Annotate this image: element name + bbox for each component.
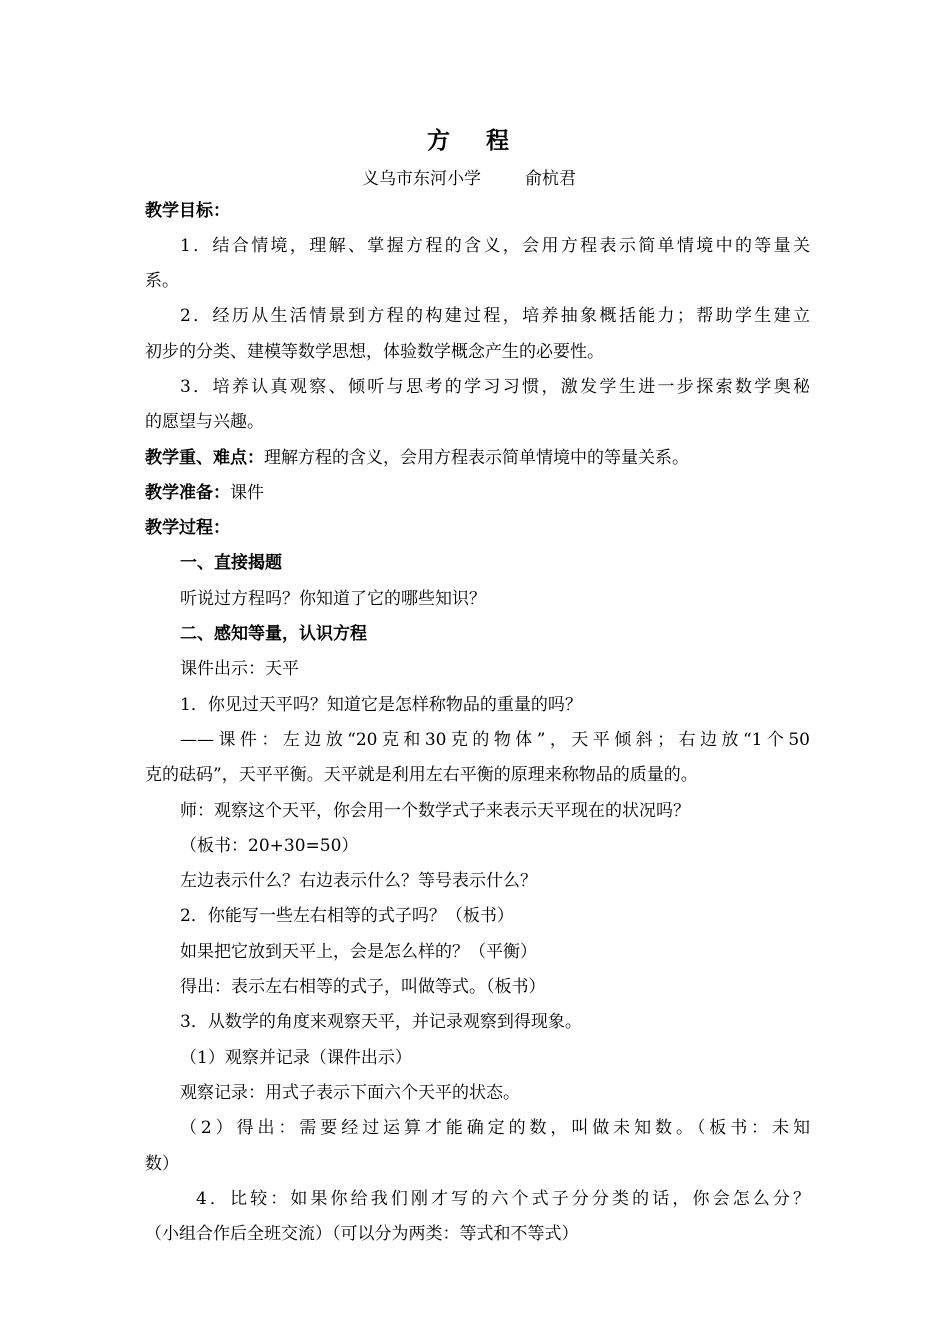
section-2-heading: 二、感知等量，认识方程 — [180, 624, 367, 644]
preparation-label: 教学准备： — [145, 483, 230, 503]
observe-step-2-line-1: （2）得出：需要经过运算才能确定的数，叫做未知数。（板书：未知 — [180, 1118, 810, 1138]
key-points-text: 理解方程的含义，会用方程表示简单情境中的等量关系。 — [264, 448, 689, 468]
objective-1-line-1: 1．结合情境，理解、掌握方程的含义，会用方程表示简单情境中的等量关 — [180, 236, 810, 256]
section-1-question: 听说过方程吗？你知道了它的哪些知识？ — [180, 589, 486, 609]
objectives-heading: 教学目标： — [145, 201, 230, 221]
objective-3-line-2: 的愿望与兴趣。 — [145, 412, 264, 432]
balance-question: 如果把它放到天平上，会是怎么样的？（平衡） — [180, 942, 537, 962]
author-school: 义乌市东河小学 — [362, 169, 481, 189]
section-1-heading: 一、直接揭题 — [180, 553, 282, 573]
observe-step-1: （1）观察并记录（课件出示） — [180, 1048, 412, 1068]
author-name: 俞杭君 — [525, 169, 576, 189]
teacher-question: 师：观察这个天平，你会用一个数学式子来表示天平现在的状况吗？ — [180, 801, 690, 821]
sides-question: 左边表示什么？右边表示什么？等号表示什么？ — [180, 871, 537, 891]
board-note: （板书：20+30=50） — [180, 836, 359, 856]
objective-1-line-2: 系。 — [145, 271, 179, 291]
preparation-text: 课件 — [230, 483, 264, 503]
equation-definition: 得出：表示左右相等的式子，叫做等式。（板书） — [180, 977, 546, 997]
document-title: 方 程 — [426, 128, 523, 154]
question-2: 2．你能写一些左右相等的式子吗？（板书） — [180, 906, 514, 926]
objective-3-line-1: 3．培养认真观察、倾听与思考的学习习惯，激发学生进一步探索数学奥秘 — [180, 377, 810, 397]
objective-2-line-2: 初步的分类、建模等数学思想，体验数学概念产生的必要性。 — [145, 342, 604, 362]
question-4-line-2: （小组合作后全班交流）（可以分为两类：等式和不等式） — [145, 1224, 579, 1244]
courseware-line-1: ——课件：左边放“20克和30克的物体”，天平倾斜；右边放“1个50 — [180, 730, 810, 750]
question-3: 3．从数学的角度来观察天平，并记录观察到得现象。 — [180, 1012, 582, 1032]
process-heading: 教学过程： — [145, 518, 230, 538]
preparation — [145, 482, 810, 504]
observation-record: 观察记录：用式子表示下面六个天平的状态。 — [180, 1083, 520, 1103]
author-line — [362, 164, 576, 189]
key-points — [145, 447, 810, 469]
courseware-line-2: 克的砝码”，天平平衡。天平就是利用左右平衡的原理来称物品的质量的。 — [145, 765, 698, 785]
key-points-label: 教学重、难点： — [145, 448, 264, 468]
question-1: 1．你见过天平吗？知道它是怎样称物品的重量的吗？ — [180, 695, 582, 715]
observe-step-2-line-2: 数） — [145, 1154, 179, 1174]
question-4-line-1: 4．比较：如果你给我们刚才写的六个式子分分类的话，你会怎么分？ — [196, 1189, 810, 1209]
objective-2-line-1: 2．经历从生活情景到方程的构建过程，培养抽象概括能力；帮助学生建立 — [180, 306, 810, 326]
courseware-show: 课件出示：天平 — [180, 659, 299, 679]
